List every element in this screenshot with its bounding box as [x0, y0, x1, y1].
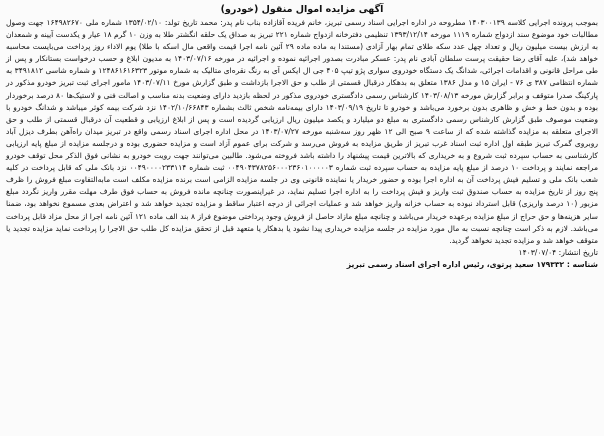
signature-line: شناسه : ۱۷۹۳۳۲ سعید پرتوی، رئیس اداره اجرای اسناد رسمی تبریز [346, 259, 598, 269]
notice-title: آگهی مزایده اموال منقول (خودرو) [220, 4, 384, 15]
notice-footer [6, 247, 598, 271]
notice-body: بموجب پرونده اجرایی کلاسه ۱۴۰۳۰۰۱۳۹ مطروحه در اداره اجرایی اسناد رسمی تبریز، خانم فریده آقازاده بناب نام پدر: محمد تاریخ تولد: ۱۳۵۴/۰۲/۱۰ شماره ملی ۱۶۴۹۸۲۶۷۰ جهت وصول مطالبات خود موضوع سند ازدواج شماره ۱۱۱۹ مورخه ۱۳۹۳/۱۲/۱۴ تنظیمی دفترخانه ازدواج شماره ۲۲۱ تبریز به صداق یک حلقه انگشتر طلا به وزن ۱۰ گرم ۱۸ عیار و یکدست آیینه و شمعدان به ارزش بیست میلیون ریال و تعداد چهل عدد سکه طلای تمام بهار آزادی (مستندا به ماده ماده ۲۹ آئین نامه اجرا قیمت واقعی مال اسکه با طلا) یوم الاداء روز پرداخت می‌بایست محاسبه خواهد شد)، علیه آقای رضا حقیقت پرست سلطان آبادی نام پدر: عسکر مبادرت بصدور اجرائیه نموده و اجرائیه در مورخه ۱۴۰۳/۰۷/۱۶ به مدیون ابلاغ و حسب درخواست بستانکار و پس از طی مراحل قانونی و اقدامات اجرائی، شدانگ یک دستگاه خودروی سواری پژو تیپ ۴۰۵ جی ال ایکس آی به رنگ نقره‌ای متالیک به شماره موتور ۱۲۴۸۶۱۶۱۶۳۲۳ و شماره شاسی ۳۴۹۱۸۱۲ به شماره انتظامی ۳۸۷ ی ۷۶ - ایران ۱۵ و مدل ۱۳۸۶ متعلق به بدهکار درقبال قسمتی از طلب و حق الاجرا بازداشت و طبق گزارش مورخ ۱۴۰۳/۰۷/۱۱ مامور اجرای ثبت تبریز خودرو مذکور در پارکینگ صدرا متوقف و برابر گزارش مورخه ۱۴۰۳/۰۸/۱۳ کارشناس رسمی دادگستری خودروی مذکور در لحظه بازدید دارای وضعیت بدنه مناسب و اصالت فنی و لاستیک‌ها ۸۰ درصد برخوردار بوده و بدون خط و خش و ظاهری بدون برخورد می‌باشد و خودرو تا تاریخ ۱۴۰۳/۰۹/۱۹ دارای بیمه‌نامه شخص ثالث بشماره ۱۴۰۲/۱۰/۶۶۸۴۳ نزد شرکت بیمه کوثر میباشد و شدانگ خودرو با وضعیت موصوف طبق گزارش کارشناس رسمی دادگستری به مبلغ دو میلیارد و یکصد میلیون ریال ارزیابی گردیده است و پس از ابلاغ ارزیابی و قطعیت آن درقبال قسمتی از طلب و حق الاجرای متعلقه به مزایده گذاشته شده که از ساعت ۹ صبح الی ۱۲ ظهر روز سه‌شنبه مورخه ۱۴۰۳/۰۷/۲۷ در محل اداره اجرای اسناد رسمی واقع در تبریز میدان راه‌آهن بطرف دیزل آباد روبروی گمرک تبریز طبقه اول اداره ثبت اسناد غرب تبریز از طریق مزایده به فروش می‌رسد و شرکت برای عموم آزاد است و مزایده حضوری بوده و درجلسه مزایده از مبلغ پایه ارزیابی کارشناسی به حساب سپرده ثبت شروع و به خریداری که بالاترین قیمت پیشنهاد را داشته باشد فروخته می‌شود. طالبین می‌توانند جهت رویت خودرو به نشانی فوق الذکر محل توقف خودرو مراجعه نمایند و پرداخت ۱۰ درصد از مبلغ پایه مزایده به حساب سپرده ثبت شماره ۰۰۴۹۰۴۳۷۸۲۵۶۰۰۰۲۳۶۰۱۰۰۰۰۰۳ ثبت شماره ۰۰۴۹۰۰۰۰۲۳۳۱۱۴ نزد بانک ملی که قابل پرداخت در کلیه شعب بانک ملی و تسلیم فیش پرداخت آن به اداره اجرا بوده و حضور خریدار یا نماینده قانونی وی در جلسه مزایده الزامی است برنده مزایده مکلف است مابه‌التفاوت مبلغ فروش را ظرف پنج روز از تاریخ مزایده به حساب صندوق ثبت واریز و فیش پرداخت را به اداره اجرا تسلیم نماید، در غیراینصورت چنانچه مانده فروش به حساب فوق طرف مهلت مقرر واریز نگردد مبلغ مزبور (۱۰ درصد واریزی) قابل استرداد نبوده به حساب خزانه واریز خواهد شد و عملیات اجرائی از درجه اعتبار ساقط و مزایده تجدید خواهد شد و اعتراض بعدی مسموع نخواهد بود، ضمنا سایر هزینه‌ها و حق حراج از مبلغ مزایده برعهده خریدار می‌باشد و چنانچه مبلغ مازاد حاصل از فروش وجود پرداختی موضوع فراز ۸ بند الف ماده ۱۲۱ آئین نامه اجرا از محل مزاد قابل پرداخت می‌باشد. لازم به ذکر است چنانچه نسبت به مال مورد مزایده در جلسه مزایده خریداری پیدا نشود یا بدهکار یا متعهد قبل از تحقق مزایده کل طلب حق الاجرا را پرداخت نماید مزایده تجدید یا متوقف خواهد شد و مزایده تجدید نخواهد گردید. [6, 18, 599, 245]
publish-date: تاریخ انتشار: ۱۴۰۳/۰۷/۰۴ [518, 247, 598, 257]
